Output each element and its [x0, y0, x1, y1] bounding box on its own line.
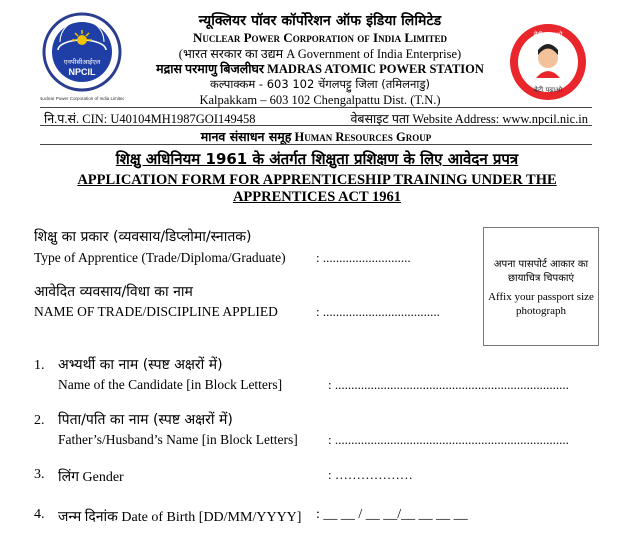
dob-label: जन्म दिनांक Date of Birth [DD/MM/YYYY] [58, 510, 302, 525]
dob-field[interactable]: : __ __ / __ __/__ __ __ __ [316, 507, 468, 522]
website-address: वेबसाइट पता Website Address: www.npcil.nic.in [350, 112, 588, 126]
address-hindi: कल्पाक्कम - 603 102 चेंगलपट्टु जिला (तमिलनाडु) [210, 77, 430, 91]
beti-bachao-logo [506, 20, 590, 104]
logo-right-bottom: बेटी पढ़ाओ [533, 86, 563, 94]
form-title-hindi: शिक्षु अधिनियम 1961 के अंतर्गत शिक्षुता प्रशिक्षण के लिए आवेदन प्रपत्र [115, 150, 519, 168]
photo-instruction-hindi: अपना पासपोर्ट आकार का छायाचित्र चिपकाएं [493, 259, 589, 284]
logo-footer-text: Nuclear Power Corporation of India Limited [40, 96, 124, 101]
govt-enterprise-line: (भारत सरकार का उद्यम A Government of India Enterprise) [178, 47, 462, 61]
divider-top [40, 107, 592, 108]
photo-instruction-english: Affix your passport size photograph [488, 291, 594, 317]
father-name-label: Father’s/Husband’s Name [in Block Letters] [58, 432, 298, 447]
divider-bottom [40, 144, 592, 145]
candidate-name-field[interactable]: : ........................................................................ [328, 377, 569, 392]
logo-hindi-text: एनपीसीआईएल [63, 58, 101, 66]
org-name-english: Nuclear Power Corporation of India Limited [192, 30, 448, 45]
trade-label-hindi: आवेदित व्यवसाय/विधा का नाम [34, 284, 193, 300]
type-label-english: Type of Apprentice (Trade/Diploma/Graduate) [34, 250, 286, 265]
gender-field[interactable]: : ……………… [328, 467, 413, 482]
hr-group-english: Human Resources Group [294, 130, 432, 144]
logo-caption: NPCIL [68, 67, 96, 77]
candidate-name-label-hindi: अभ्यर्थी का नाम (स्पष्ट अक्षरों में) [58, 357, 223, 373]
address-english: Kalpakkam – 603 102 Chengalpattu Dist. (T.N.) [199, 93, 441, 107]
father-name-label-hindi: पिता/पति का नाम (स्पष्ट अक्षरों में) [58, 412, 233, 428]
trade-label-english: NAME OF TRADE/DISCIPLINE APPLIED [34, 304, 278, 319]
logo-right-top: बेटी बचाओ [533, 31, 563, 39]
gender-label: लिंग Gender [58, 470, 124, 485]
type-input-field[interactable]: : ........................... [316, 250, 411, 265]
photo-box[interactable] [483, 227, 599, 346]
type-label-hindi: शिक्षु का प्रकार (व्यवसाय/डिप्लोमा/स्नातक) [34, 229, 252, 245]
item-number: 1. [34, 358, 45, 373]
item-number: 2. [34, 413, 45, 428]
hr-group-heading [40, 128, 592, 145]
station-name: मद्रास परमाणु बिजलीघर MADRAS ATOMIC POWER STATION [156, 62, 484, 76]
cin-number: नि.प.सं. CIN: U40104MH1987GOI149458 [44, 112, 256, 126]
org-name-hindi: न्यूक्लियर पॉवर कॉर्पोरेशन ऑफ इंडिया लिमिटेड [198, 13, 442, 29]
hr-group-hindi: मानव संसाधन समूह [200, 129, 292, 144]
form-title-english: APPLICATION FORM FOR APPRENTICESHIP TRAINING UNDER THE APPRENTICES ACT 1961 [77, 172, 557, 205]
item-number: 4. [34, 507, 45, 522]
candidate-name-label: Name of the Candidate [in Block Letters] [58, 377, 283, 392]
father-name-field[interactable]: : ........................................................................ [328, 432, 569, 447]
trade-input-field[interactable]: : .................................... [316, 304, 440, 319]
item-number: 3. [34, 467, 45, 482]
npcil-logo [40, 10, 124, 104]
divider-middle [40, 125, 592, 126]
